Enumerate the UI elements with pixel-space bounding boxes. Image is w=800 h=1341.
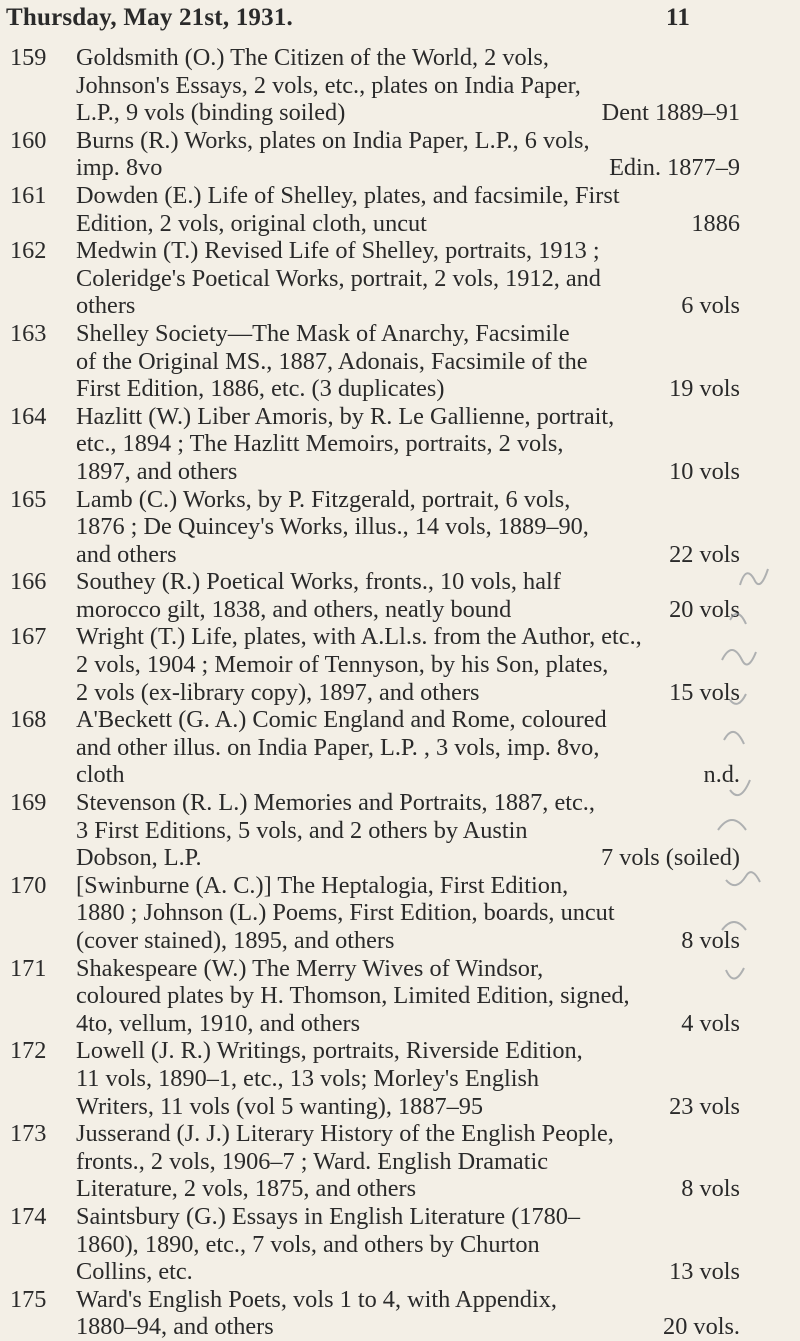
lot-number: 164 (10, 402, 47, 430)
lot-number: 172 (10, 1037, 47, 1065)
lot-text: Wright (T.) Life, plates, with A.Ll.s. from the Author, etc., (76, 623, 642, 651)
lot-entry (10, 1286, 740, 1341)
lot-entry (10, 127, 740, 182)
lot-text: [Swinburne (A. C.)] The Heptalogia, First Edition, (76, 871, 569, 899)
lot-text: (cover stained), 1895, and others (76, 927, 395, 954)
lot-number: 168 (10, 706, 47, 734)
lot-description-line (76, 651, 740, 679)
lot-description-line (76, 1120, 740, 1148)
lot-quantity: 8 vols (681, 927, 740, 954)
lot-text: Goldsmith (O.) The Citizen of the World, 2 vols, (76, 44, 549, 71)
lot-text: Jusserand (J. J.) Literary History of the English People, (76, 1120, 614, 1148)
lot-description-line (76, 1286, 740, 1314)
lot-description-line (76, 899, 740, 927)
lot-text: Edition, 2 vols, original cloth, uncut (76, 209, 427, 237)
lot-quantity: 10 vols (669, 457, 740, 485)
lot-description-line (76, 872, 740, 900)
lot-number: 162 (10, 237, 47, 265)
lot-text: coloured plates by H. Thomson, Limited Edition, signed, (76, 982, 630, 1010)
lot-quantity: Edin. 1877–9 (609, 154, 740, 182)
lot-description-line (76, 72, 740, 100)
lot-description-line (76, 706, 740, 734)
lot-text: Coleridge's Poetical Works, portrait, 2 vols, 1912, and (76, 264, 601, 292)
lot-text: First Edition, 1886, etc. (3 duplicates) (76, 375, 445, 403)
lot-quantity: n.d. (703, 761, 740, 789)
lot-number: 161 (10, 181, 47, 209)
lot-description-line (76, 237, 740, 265)
lot-quantity: 13 vols (669, 1258, 740, 1286)
lot-entry (10, 568, 740, 623)
lot-text: 1897, and others (76, 457, 238, 485)
lot-text: Ward's English Poets, vols 1 to 4, with Appendix, (76, 1285, 557, 1313)
lot-description-line (76, 375, 740, 403)
lot-text: 1880–94, and others (76, 1313, 274, 1341)
lot-text: 1880 ; Johnson (L.) Poems, First Edition, boards, uncut (76, 899, 615, 927)
lot-description-line (76, 817, 740, 845)
lot-number: 165 (10, 485, 47, 513)
lot-entry (10, 955, 740, 1038)
lot-text: Shelley Society—The Mask of Anarchy, Facsimile (76, 319, 570, 347)
lot-text: etc., 1894 ; The Hazlitt Memoirs, portraits, 2 vols, (76, 430, 564, 458)
lot-description-line (76, 1313, 740, 1341)
lot-text: and others (76, 540, 177, 568)
lot-description-line (76, 182, 740, 210)
lot-description-line (76, 541, 740, 569)
lot-text: 4to, vellum, 1910, and others (76, 1009, 361, 1037)
lot-text: 2 vols (ex-library copy), 1897, and others (76, 678, 480, 706)
lot-description-line (76, 154, 740, 182)
lot-description-line (76, 99, 740, 127)
lot-description-line (76, 679, 740, 707)
lot-text: Hazlitt (W.) Liber Amoris, by R. Le Gallienne, portrait, (76, 402, 615, 430)
lot-number: 173 (10, 1120, 47, 1148)
lot-entry (10, 403, 740, 486)
lot-number: 175 (10, 1285, 47, 1313)
lot-entry (10, 789, 740, 872)
lot-description-line (76, 486, 740, 514)
lot-quantity: 1886 (691, 209, 740, 237)
lot-entry (10, 182, 740, 237)
lot-description-line (76, 348, 740, 376)
lot-text: fronts., 2 vols, 1906–7 ; Ward. English Dramatic (76, 1147, 548, 1175)
lot-text: Dobson, L.P. (76, 844, 202, 872)
page-header (6, 4, 796, 32)
lot-text: Dowden (E.) Life of Shelley, plates, and facsimile, First (76, 181, 620, 209)
lot-description-line (76, 1148, 740, 1176)
lot-entry (10, 1037, 740, 1120)
lot-description-line (76, 513, 740, 541)
lot-description-line (76, 734, 740, 762)
lot-text: others (76, 292, 136, 320)
lot-description-line (76, 320, 740, 348)
lot-text: 1876 ; De Quincey's Works, illus., 14 vols, 1889–90, (76, 513, 589, 541)
lot-entry (10, 44, 740, 127)
lot-text: 3 First Editions, 5 vols, and 2 others by Austin (76, 816, 528, 844)
lot-description-line (76, 292, 740, 320)
lot-text: morocco gilt, 1838, and others, neatly bound (76, 595, 512, 623)
lot-description-line (76, 1065, 740, 1093)
lot-number: 159 (10, 44, 47, 71)
lot-number: 170 (10, 871, 47, 899)
lot-description-line (76, 1231, 740, 1259)
lot-text: Collins, etc. (76, 1258, 193, 1286)
lot-text: cloth (76, 761, 125, 789)
lot-number: 169 (10, 789, 47, 817)
lot-description-line (76, 623, 740, 651)
lot-text: 1860), 1890, etc., 7 vols, and others by Churton (76, 1230, 540, 1258)
lot-description-line (76, 430, 740, 458)
lot-description-line (76, 44, 740, 72)
lot-text: Shakespeare (W.) The Merry Wives of Windsor, (76, 954, 544, 982)
lot-quantity: 6 vols (681, 292, 740, 320)
lot-description-line (76, 1175, 740, 1203)
lot-description-line (76, 982, 740, 1010)
lot-quantity: 7 vols (soiled) (600, 844, 740, 872)
lot-text: L.P., 9 vols (binding soiled) (76, 99, 346, 127)
lot-description-line (76, 568, 740, 596)
lot-entry (10, 706, 740, 789)
lot-description-line (76, 596, 740, 624)
lot-text: 11 vols, 1890–1, etc., 13 vols; Morley's English (76, 1064, 540, 1092)
lot-quantity: 19 vols (669, 375, 740, 403)
lot-text: imp. 8vo (76, 154, 163, 182)
lot-description-line (76, 927, 740, 955)
lot-description-line (76, 1010, 740, 1038)
lot-entry (10, 1203, 740, 1286)
lot-text: Stevenson (R. L.) Memories and Portraits, 1887, etc., (76, 789, 595, 817)
lot-quantity: 8 vols (681, 1175, 740, 1203)
lot-description-line (76, 1037, 740, 1065)
lot-description-line (76, 1093, 740, 1121)
lot-quantity: 22 vols (669, 540, 740, 568)
lot-number: 174 (10, 1202, 47, 1230)
lot-text: 2 vols, 1904 ; Memoir of Tennyson, by his Son, plates, (76, 651, 609, 679)
lot-text: Johnson's Essays, 2 vols, etc., plates on India Paper, (76, 71, 581, 99)
lot-description-line (76, 1203, 740, 1231)
lot-description-line (76, 127, 740, 155)
page-number: 11 (666, 4, 691, 31)
lot-entry (10, 623, 740, 706)
lot-text: Saintsbury (G.) Essays in English Literature (1780– (76, 1202, 581, 1230)
lot-text: Burns (R.) Works, plates on India Paper, L.P., 6 vols, (76, 126, 590, 154)
lot-quantity: 23 vols (669, 1092, 740, 1120)
lot-text: Writers, 11 vols (vol 5 wanting), 1887–95 (76, 1092, 484, 1120)
lot-description-line (76, 403, 740, 431)
lot-number: 160 (10, 126, 47, 154)
lot-text: Southey (R.) Poetical Works, fronts., 10 vols, half (76, 568, 561, 596)
lot-description-line (76, 955, 740, 983)
lot-description-line (76, 265, 740, 293)
lot-text: Medwin (T.) Revised Life of Shelley, portraits, 1913 ; (76, 237, 600, 265)
lot-number: 166 (10, 568, 47, 596)
lot-text: and other illus. on India Paper, L.P. , 3 vols, imp. 8vo, (76, 733, 600, 761)
lot-quantity: 20 vols. (663, 1313, 740, 1341)
lot-number: 167 (10, 623, 47, 651)
lot-number: 163 (10, 319, 47, 347)
lot-entry (10, 486, 740, 569)
lot-number: 171 (10, 954, 47, 982)
lot-text: Lamb (C.) Works, by P. Fitzgerald, portrait, 6 vols, (76, 485, 571, 513)
lot-text: Lowell (J. R.) Writings, portraits, Riverside Edition, (76, 1037, 583, 1065)
lot-description-line (76, 789, 740, 817)
lot-description-line (76, 458, 740, 486)
lot-entry (10, 237, 740, 320)
lot-entry (10, 1120, 740, 1203)
lot-entry (10, 320, 740, 403)
lot-text: Literature, 2 vols, 1875, and others (76, 1175, 417, 1203)
lot-description-line (76, 844, 740, 872)
lot-quantity: 4 vols (681, 1009, 740, 1037)
lot-entry (10, 872, 740, 955)
lot-list (10, 44, 740, 1341)
lot-text: of the Original MS., 1887, Adonais, Facsimile of the (76, 347, 588, 375)
lot-description-line (76, 1258, 740, 1286)
lot-quantity: 15 vols (669, 678, 740, 706)
lot-description-line (76, 210, 740, 238)
lot-quantity: 20 vols (669, 595, 740, 623)
lot-text: A'Beckett (G. A.) Comic England and Rome, coloured (76, 706, 607, 734)
lot-quantity: Dent 1889–91 (601, 99, 740, 127)
sale-date: Thursday, May 21st, 1931. (6, 4, 293, 31)
lot-description-line (76, 761, 740, 789)
